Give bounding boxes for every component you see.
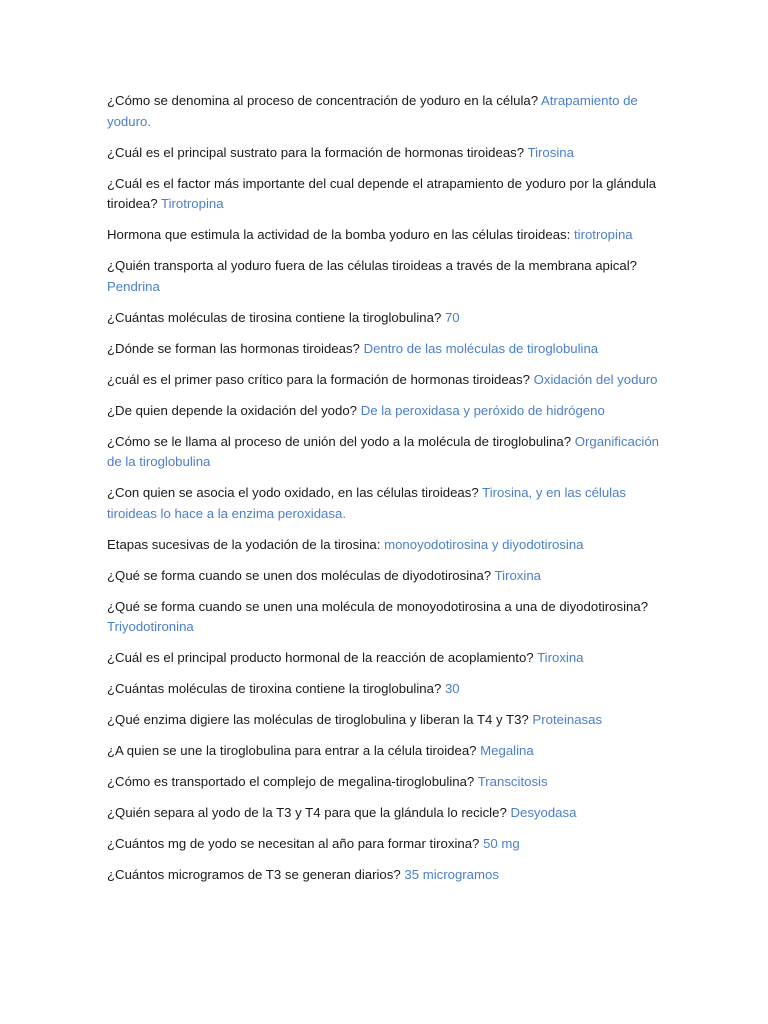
answer-text: 30	[444, 681, 460, 696]
question-text: ¿Cuántos microgramos de T3 se generan diarios?	[107, 867, 401, 882]
question-text: ¿Cuál es el principal sustrato para la formación de hormonas tiroideas?	[107, 144, 525, 160]
qa-item	[107, 143, 667, 164]
qa-item	[107, 679, 667, 700]
qa-item	[107, 803, 667, 824]
qa-item	[107, 772, 667, 793]
answer-text: Triyodotironina	[107, 619, 194, 634]
qa-item	[107, 401, 667, 422]
question-text: ¿Cuántos mg de yodo se necesitan al año para formar tiroxina?	[107, 836, 480, 851]
qa-item	[107, 339, 667, 360]
qa-item	[107, 865, 667, 886]
question-text: ¿Qué se forma cuando se unen dos moléculas de diyodotirosina?	[107, 567, 492, 583]
qa-item	[107, 648, 667, 669]
qa-item	[107, 432, 667, 473]
answer-text: Tirosina	[527, 144, 574, 160]
question-text: ¿Con quien se asocia el yodo oxidado, en las células tiroideas?	[107, 485, 479, 500]
question-text: ¿Quién separa al yodo de la T3 y T4 para que la glándula lo recicle?	[107, 805, 507, 820]
answer-text: 70	[444, 309, 460, 325]
answer-text: Transcitosis	[477, 774, 548, 789]
question-text: ¿Cómo se le llama al proceso de unión del yodo a la molécula de tiroglobulina?	[107, 433, 572, 449]
question-text: Etapas sucesivas de la yodación de la tirosina:	[107, 536, 381, 552]
qa-item	[107, 710, 667, 731]
question-text: ¿A quien se une la tiroglobulina para entrar a la célula tiroidea?	[107, 743, 477, 758]
answer-text: 35 microgramos	[404, 867, 499, 882]
answer-text: Organificación de la tiroglobulina	[107, 433, 660, 469]
answer-text: Tirotropina	[161, 196, 224, 211]
answer-text: Desyodasa	[510, 805, 577, 820]
question-text: ¿Dónde se forman las hormonas tiroideas?	[107, 340, 360, 356]
question-text: ¿Cuántas moléculas de tiroxina contiene la tiroglobulina?	[107, 681, 442, 696]
question-text: ¿Quién transporta al yoduro fuera de las células tiroideas a través de la membrana apical?	[107, 258, 637, 273]
qa-item	[107, 566, 667, 587]
qa-item	[107, 483, 667, 524]
answer-text: De la peroxidasa y peróxido de hidrógeno	[360, 402, 605, 418]
question-text: ¿cuál es el primer paso crítico para la formación de hormonas tiroideas?	[107, 371, 530, 387]
qa-item	[107, 174, 667, 215]
answer-text: Atrapamiento de yoduro.	[107, 93, 638, 129]
answer-text: Tirosina, y en las células tiroideas lo hace a la enzima peroxidasa.	[107, 485, 627, 521]
answer-text: Oxidación del yoduro	[533, 371, 658, 387]
document-body	[107, 91, 667, 896]
answer-text: Tiroxina	[537, 650, 584, 665]
qa-item	[107, 308, 667, 329]
qa-item	[107, 741, 667, 762]
answer-text: 50 mg	[483, 836, 520, 851]
qa-item	[107, 535, 667, 556]
qa-item	[107, 370, 667, 391]
qa-item	[107, 256, 667, 297]
question-text: ¿De quien depende la oxidación del yodo?	[107, 402, 358, 418]
question-text: ¿Qué se forma cuando se unen una molécula de monoyodotirosina a una de diyodotirosina?	[107, 598, 649, 614]
qa-item	[107, 225, 667, 246]
answer-text: monoyodotirosina y diyodotirosina	[384, 536, 584, 552]
question-text: ¿Cuál es el principal producto hormonal de la reacción de acoplamiento?	[107, 650, 534, 665]
answer-text: Megalina	[480, 743, 534, 758]
question-text: Hormona que estimula la actividad de la bomba yoduro en las células tiroideas:	[107, 227, 571, 242]
answer-text: Proteinasas	[532, 712, 603, 727]
question-text: ¿Cómo se denomina al proceso de concentración de yoduro en la célula?	[107, 93, 539, 108]
answer-text: Pendrina	[107, 278, 160, 294]
qa-item	[107, 597, 667, 638]
qa-item	[107, 834, 667, 855]
qa-item	[107, 91, 667, 132]
answer-text: tirotropina	[573, 227, 633, 242]
question-text: ¿Cuál es el factor más importante del cual depende el atrapamiento de yoduro por la glándula tiroidea?	[107, 175, 657, 211]
question-text: ¿Cuántas moléculas de tirosina contiene la tiroglobulina?	[107, 309, 442, 325]
question-text: ¿Cómo es transportado el complejo de megalina-tiroglobulina?	[107, 774, 475, 789]
answer-text: Dentro de las moléculas de tiroglobulina	[363, 340, 599, 356]
answer-text: Tiroxina	[494, 567, 541, 583]
question-text: ¿Qué enzima digiere las moléculas de tiroglobulina y liberan la T4 y T3?	[107, 712, 529, 727]
